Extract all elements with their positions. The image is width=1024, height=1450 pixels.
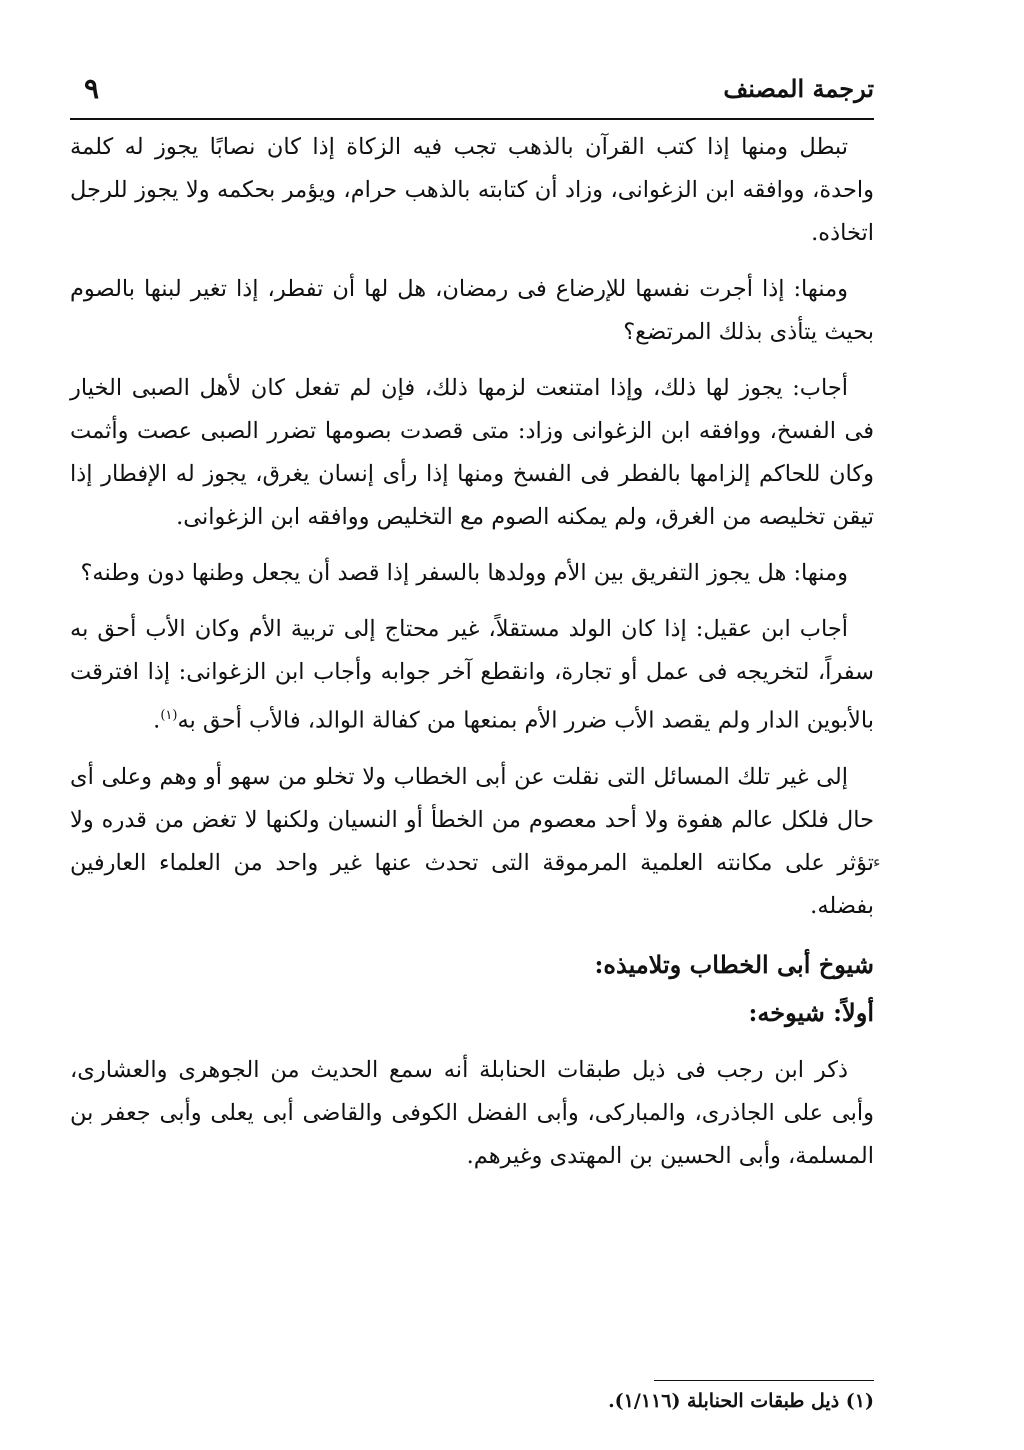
footnote: (١) ذيل طبقات الحنابلة (١/١١٦). [608, 1390, 874, 1412]
page-header [70, 70, 874, 110]
section-heading: شيوخ أبى الخطاب وتلاميذه: [594, 949, 874, 979]
footnote-reference: (١) [160, 708, 178, 723]
paragraph-travel-answer-text: أجاب ابن عقيل: إذا كان الولد مستقلاً، غير محتاج إلى تربية الأم وكان الأب أحق به سفراً، لتخريجه فى عمل أو تجارة، وانقطع آخر جوابه وأجاب ابن الزغوانى: إذا افترقت بالأبوين الدار ولم يقصد الأب ضرر الأم بمنعها من كفالة الوالد، فالأب أحق به [70, 616, 874, 734]
sub-heading: أولاً: شيوخه: [748, 997, 874, 1027]
footnote-separator [654, 1380, 874, 1381]
paragraph-travel-answer: أجاب ابن عقيل: إذا كان الولد مستقلاً، غير محتاج إلى تربية الأم وكان الأب أحق به سفراً، لتخريجه فى عمل أو تجارة، وانقطع آخر جوابه وأجاب ابن الزغوانى: إذا افترقت بالأبوين الدار ولم يقصد الأب ضرر الأم بمنعها من كفالة الوالد، فالأب أحق به$^{(١)}$. [70, 616, 874, 734]
running-title: ترجمة المصنف [723, 74, 874, 103]
page-number: ٩ [84, 72, 100, 105]
paragraph-zakat: تبطل ومنها إذا كتب القرآن بالذهب تجب فيه الزكاة إذا كان نصابًا يجوز له كلمة واحدة، ووافقه ابن الزغوانى، وزاد أن كتابته بالذهب حرام، ويؤمر بحكمه ولا يجوز للرجل اتخاذه. [70, 134, 874, 246]
header-rule [70, 118, 874, 120]
paragraph-conclusion: إلى غير تلك المسائل التى نقلت عن أبى الخطاب ولا تخلو من سهو أو وهم وعلى أى حال فلكل عالم هفوة ولا أحد معصوم من الخطأ أو النسيان ولكنها لا تغض من قدره ولا تؤثر على مكانته العلمية المرموقة التى تحدث عنها غير واحد من العلماء العارفين بفضله. [70, 763, 874, 919]
margin-mark: ء [873, 852, 881, 871]
page-body [70, 126, 874, 1191]
paragraph-nursing-question: ومنها: إذا أجرت نفسها للإرضاع فى رمضان، هل لها أن تفطر، إذا تغير لبنها بالصوم بحيث يتأذى بذلك المرتضع؟ [70, 276, 874, 345]
paragraph-nursing-answer: أجاب: يجوز لها ذلك، وإذا امتنعت لزمها ذلك، فإن لم تفعل كان لأهل الصبى الخيار فى الفسخ، ووافقه ابن الزغوانى وزاد: متى قصدت بصومها تضرر الصبى عصت وأثمت وكان للحاكم إلزامها بالفطر فى الفسخ ومنها إذا رأى إنسان يغرق، يجوز له الإفطار إذا تيقن تخليصه من الغرق، ولم يمكنه الصوم مع التخليص ووافقه ابن الزغوانى. [70, 375, 874, 530]
paragraph-teachers: ذكر ابن رجب فى ذيل طبقات الحنابلة أنه سمع الحديث من الجوهرى والعشارى، وأبى على الجاذرى، والمباركى، وأبى الفضل الكوفى والقاضى أبى يعلى وأبى جعفر بن المسلمة، وأبى الحسين بن المهتدى وغيرهم. [70, 1056, 874, 1169]
paragraph-travel-question: ومنها: هل يجوز التفريق بين الأم وولدها بالسفر إذا قصد أن يجعل وطنها دون وطنه؟ [80, 560, 848, 586]
